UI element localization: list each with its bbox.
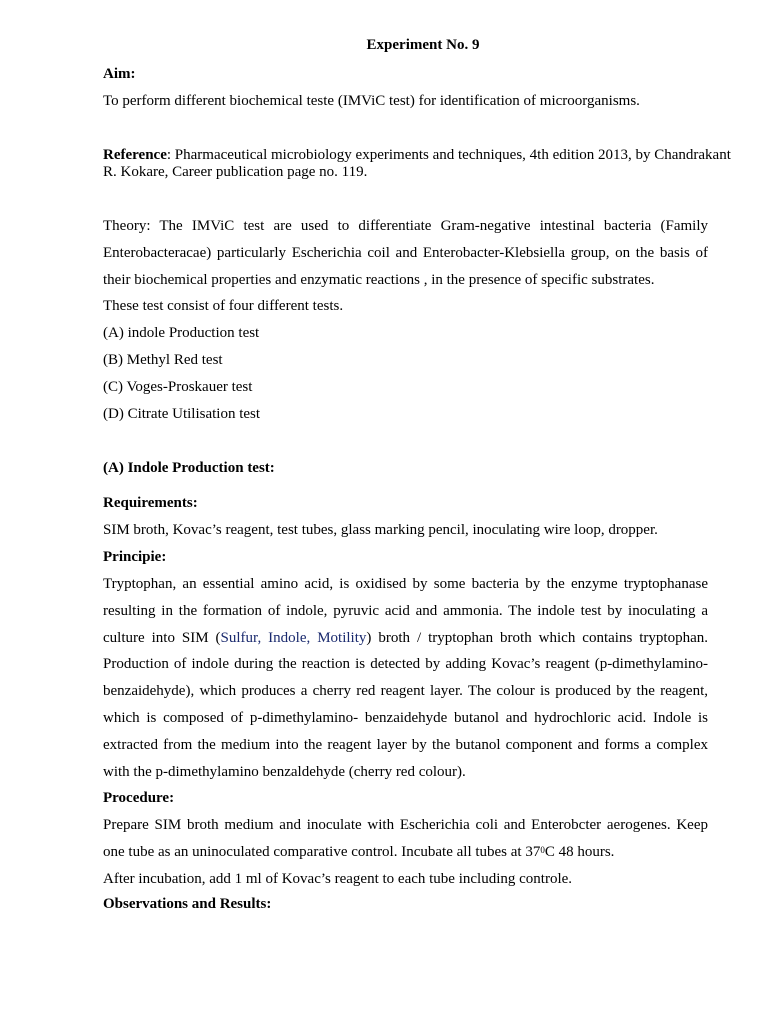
reference-label: Reference [103,147,167,163]
principle-line: with the p-dimethylamino benzaldehyde (cherry red colour). [103,764,466,780]
aim-text: To perform different biochemical teste (IMViC test) for identification of microorganisms. [103,93,640,109]
procedure-line: one tube as an uninoculated comparative control. Incubate all tubes at $37^0C$ 48 hours. [103,844,615,860]
procedure-line: Prepare SIM broth medium and inoculate with Escherichia coli and Enterobcter aerogenes. Keep [103,817,708,833]
reference-line [103,146,731,164]
theory-line: their biochemical properties and enzymatic reactions , in the presence of specific substrates. [103,272,655,288]
principle-line: resulting in the formation of indole, pyruvic acid and ammonia. The indole test by inoculating a [103,603,708,619]
procedure-label: Procedure: [103,790,175,806]
degree-superscript: 0 [540,845,545,855]
principle-line: which is composed of p-dimethylamino- benzaidehyde butanol and hydrochloric acid. Indole is [103,710,708,726]
principle-line: Tryptophan, an essential amino acid, is oxidised by some bacteria by the enzyme tryptophanase [103,576,708,592]
sim-expansion: Sulfur, Indole, Motility [220,630,367,646]
procedure-line: After incubation, add 1 ml of Kovac’s reagent to each tube including controle. [103,871,573,887]
reference-text: : Pharmaceutical microbiology experiments and techniques, 4th edition 2013, by Chandrakant [166,147,731,163]
principle-label: Principie: [103,549,167,565]
requirements-label: Requirements: [103,495,198,511]
principle-line: culture into SIM (Sulfur, Indole, Motility) broth / tryptophan broth which contains tryptophan. [103,630,708,646]
theory-line: These test consist of four different tests. [103,298,344,314]
observations-label: Observations and Results: [103,896,272,912]
theory-line: Theory: The IMViC test are used to differentiate Gram-negative intestinal bacteria (Family [103,218,708,234]
principle-line: Production of indole during the reaction is detected by adding Kovac’s reagent (p-dimethylamino- [103,656,708,672]
principle-line: benzaidehyde), which produces a cherry red reagent layer. The colour is produced by the reagent, [103,683,708,699]
section-heading: (A) Indole Production test: [103,460,275,476]
test-list-item: (C) Voges-Proskauer test [103,379,253,395]
test-list-item: (A) indole Production test [103,325,260,341]
experiment-title: Experiment No. 9 [366,37,480,53]
reference-text-continued: R. Kokare, Career publication page no. 119. [103,164,368,180]
test-list-item: (B) Methyl Red test [103,352,223,368]
aim-label: Aim: [103,66,136,82]
theory-line: Enterobacteracae) particularly Escherichia coil and Enterobacter-Klebsiella group, on the basis of [103,245,708,261]
test-list-item: (D) Citrate Utilisation test [103,406,261,422]
requirements-text: SIM broth, Kovac’s reagent, test tubes, glass marking pencil, inoculating wire loop, dropper. [103,522,658,538]
principle-line: extracted from the medium into the reagent layer by the butanol component and forms a complex [103,737,708,753]
